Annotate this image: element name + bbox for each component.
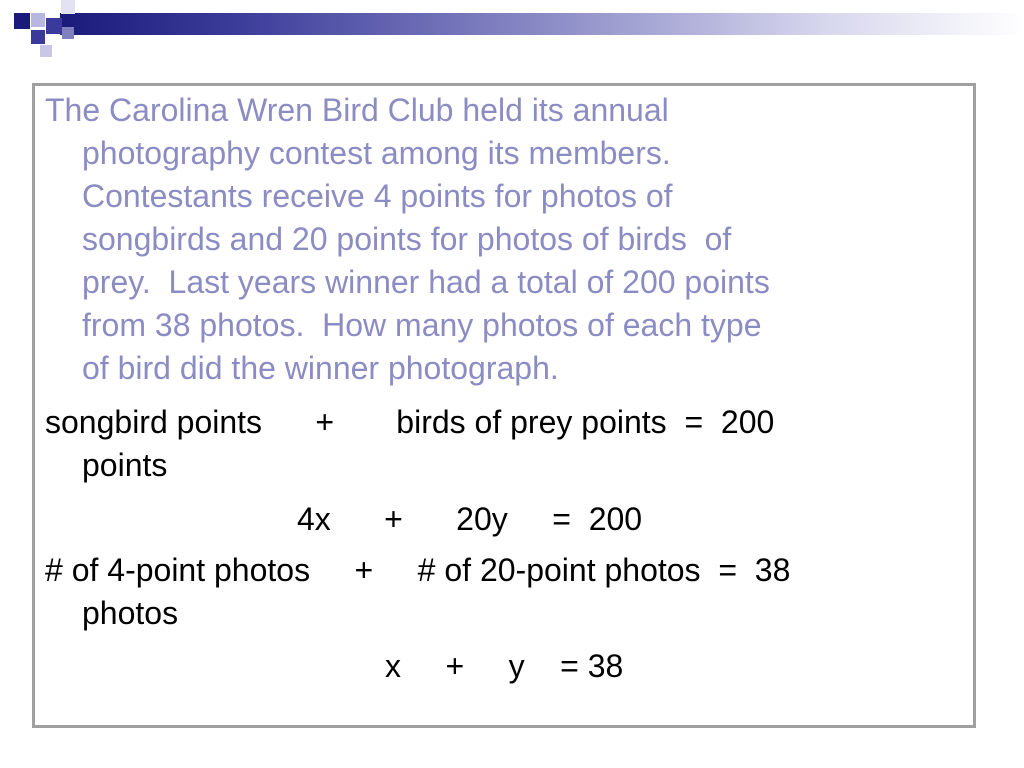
problem-line: of bird did the winner photograph.: [82, 350, 559, 386]
decorative-square: [46, 18, 62, 34]
points-equation: [45, 498, 965, 541]
points-word-equation: [45, 401, 965, 487]
decorative-square: [31, 30, 45, 44]
problem-line: photography contest among its members.: [82, 135, 671, 171]
points-equation-text: 4x + 20y = 200: [297, 501, 643, 537]
problem-line: The Carolina Wren Bird Club held its annual: [45, 92, 669, 128]
photos-word-equation-line1: # of 4-point photos + # of 20-point photos = 38: [45, 552, 791, 588]
photos-equation-text: x + y = 38: [385, 648, 624, 684]
points-word-equation-line2: points: [82, 447, 168, 483]
decorative-square: [40, 45, 52, 57]
decorative-square: [62, 27, 74, 39]
decorative-square: [61, 0, 75, 14]
decorative-square: [14, 13, 30, 29]
problem-line: Contestants receive 4 points for photos of: [82, 178, 673, 214]
photos-word-equation-line2: photos: [82, 595, 179, 631]
problem-line: songbirds and 20 points for photos of birds of: [82, 221, 732, 257]
decorative-square: [31, 13, 45, 27]
header-gradient-bar: [60, 13, 1024, 35]
problem-line: prey. Last years winner had a total of 200 points: [82, 264, 770, 300]
problem-line: from 38 photos. How many photos of each type: [82, 307, 762, 343]
word-problem: [45, 89, 965, 390]
photos-word-equation: [45, 549, 965, 635]
photos-equation: [45, 645, 965, 688]
points-word-equation-line1: songbird points + birds of prey points = 200: [45, 404, 775, 440]
